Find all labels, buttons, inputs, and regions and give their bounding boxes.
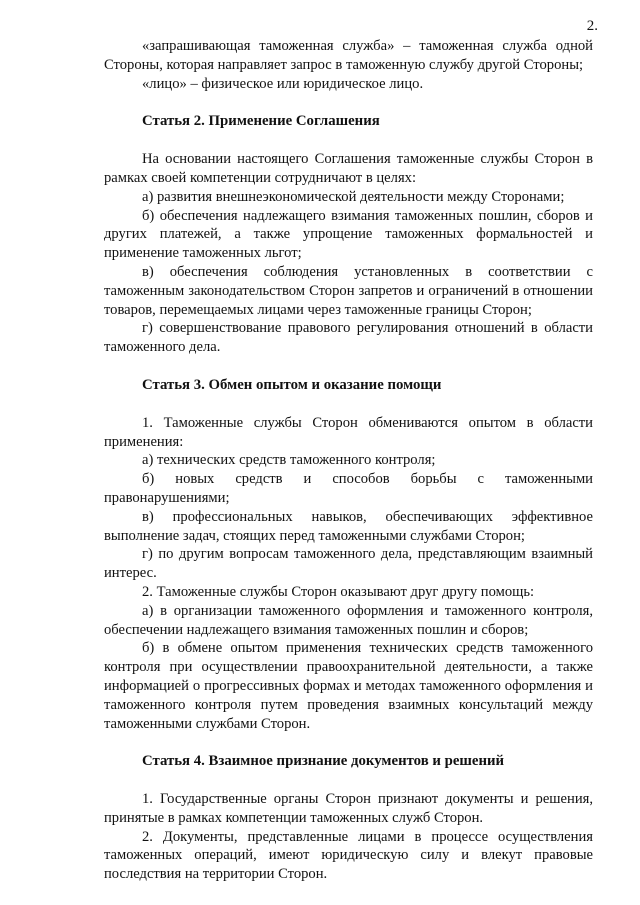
page-number: 2. — [586, 18, 598, 34]
article-2-item: а) развития внешнеэкономической деятельности между Сторонами; — [142, 188, 565, 205]
article-4-paragraph: 1. Государственные органы Сторон признают документы и решения, принятые в рамках компетенции таможенных служб Сторон. — [104, 791, 593, 826]
article-2-item: г) совершенствование правового регулирования отношений в области таможенного дела. — [104, 320, 593, 356]
article-3-paragraph: 2. Таможенные службы Сторон оказывают друг другу помощь: — [142, 583, 535, 600]
article-3-paragraph: 1. Таможенные службы Сторон обмениваются опытом в области применения: — [104, 414, 593, 450]
definition-paragraph: «запрашивающая таможенная служба» – таможенная служба одной Стороны, которая направляет запрос в таможенную службу другой Стороны; — [104, 38, 593, 73]
article-3-item: а) технических средств таможенного контроля; — [142, 452, 436, 469]
article-3-item: а) в организации таможенного оформления и таможенного контроля, обеспечении надлежащего взимания таможенных пошлин и сборов; — [104, 602, 593, 638]
article-3-item: г) по другим вопросам таможенного дела, представляющим взаимный интерес. — [104, 546, 593, 582]
article-3-item: б) новых средств и способов борьбы с таможенными правонарушениями; — [104, 471, 593, 506]
article-2-item: в) обеспечения соблюдения установленных в соответствии с таможенным законодательством Сторон запретов и ограничений в отношении товаров, перемещаемых лицами через таможенные границы Сторон; — [104, 263, 593, 318]
definition-paragraph: «лицо» – физическое или юридическое лицо. — [142, 75, 424, 92]
article-4-paragraph: 2. Документы, представленные лицами в процессе осуществления таможенных операций, имеют юридическую силу и влекут правовые последствия на территории Сторон. — [104, 828, 593, 883]
article-4-heading: Статья 4. Взаимное признание документов и решений — [142, 753, 505, 770]
article-3-item: в) профессиональных навыков, обеспечивающих эффективное выполнение задач, стоящих перед таможенными службами Сторон; — [104, 508, 593, 544]
article-3-heading: Статья 3. Обмен опытом и оказание помощи — [142, 376, 442, 393]
article-2-paragraph: На основании настоящего Соглашения таможенные службы Сторон в рамках своей компетенции сотрудничают в целях: — [104, 151, 593, 186]
article-3-item: б) в обмене опытом применения технических средств таможенного контроля при осуществлении правоохранительной деятельности, а также информацией о прогрессивных формах и методах таможенного оформления и таможенного контроля путем проведения взаимных консультаций между таможенными службами Сторон. — [104, 640, 593, 732]
article-2-heading: Статья 2. Применение Соглашения — [142, 113, 380, 130]
article-2-item: б) обеспечения надлежащего взимания таможенных пошлин, сборов и других платежей, а также упрощение таможенных формальностей и применение таможенных льгот; — [104, 207, 593, 262]
document-body — [104, 37, 593, 884]
